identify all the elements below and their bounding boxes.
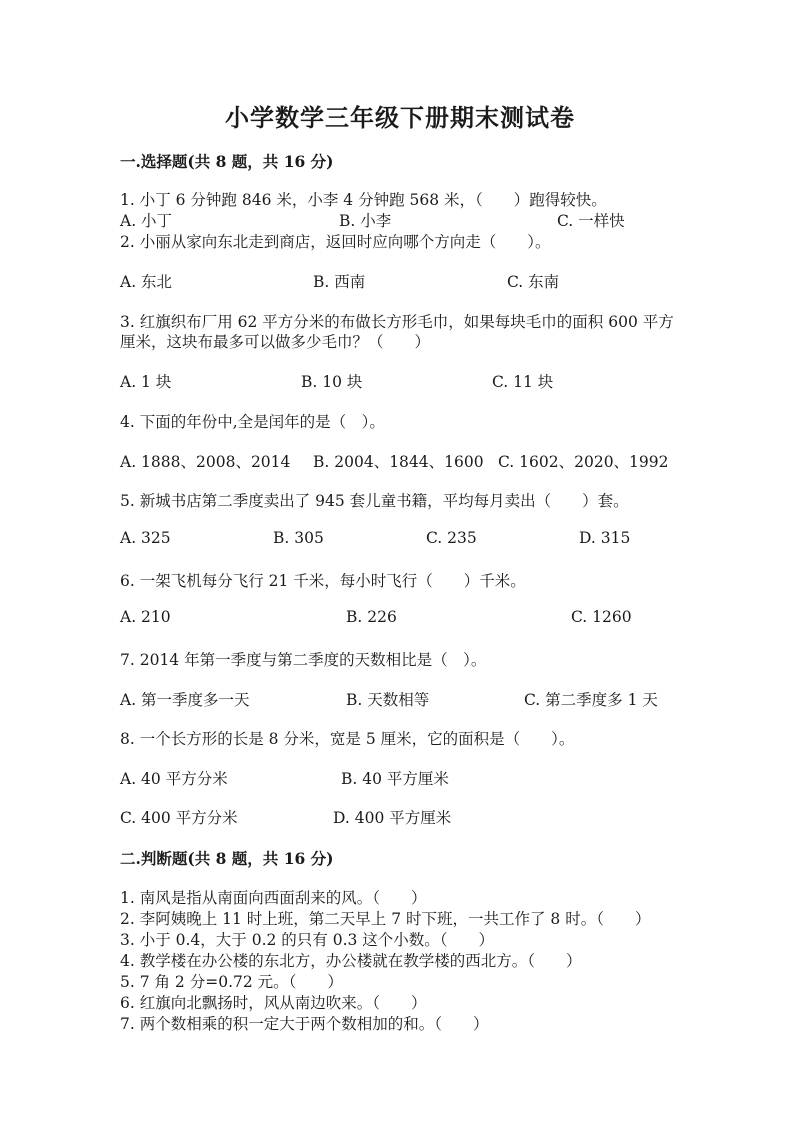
question-6-option-a: A. 210 (120, 608, 171, 626)
judgment-item-6: 6. 红旗向北飘扬时，风从南边吹来。（ ） (120, 994, 427, 1012)
question-5-stem: 5. 新城书店第二季度卖出了 945 套儿童书籍，平均每月卖出（ ）套。 (120, 492, 629, 510)
question-2-stem: 2. 小丽从家向东北走到商店，返回时应向哪个方向走（ ）。 (120, 233, 551, 251)
question-5-option-a: A. 325 (120, 529, 171, 547)
question-8-option-b: B. 40 平方厘米 (341, 770, 449, 788)
question-1-option-a: A. 小丁 (120, 212, 173, 230)
section-heading-judgment: 二.判断题(共 8 题，共 16 分) (120, 849, 334, 868)
judgment-item-3: 3. 小于 0.4，大于 0.2 的只有 0.3 这个小数。（ ） (120, 931, 495, 949)
judgment-item-4: 4. 教学楼在办公楼的东北方，办公楼就在教学楼的西北方。（ ） (120, 952, 582, 970)
judgment-item-5: 5. 7 角 2 分=0.72 元。（ ） (120, 973, 343, 991)
question-7-stem: 7. 2014 年第一季度与第二季度的天数相比是（ ）。 (120, 651, 487, 669)
question-8-option-a: A. 40 平方分米 (120, 770, 228, 788)
question-3-option-c: C. 11 块 (492, 373, 554, 391)
question-4-option-b: B. 2004、1844、1600 (313, 453, 484, 471)
question-3-option-a: A. 1 块 (120, 373, 172, 391)
question-1-option-b: B. 小李 (339, 212, 392, 230)
question-6-stem: 6. 一架飞机每分飞行 21 千米，每小时飞行（ ）千米。 (120, 572, 526, 590)
question-3-option-b: B. 10 块 (301, 373, 363, 391)
question-6-option-b: B. 226 (346, 608, 397, 626)
question-8-stem: 8. 一个长方形的长是 8 分米，宽是 5 厘米，它的面积是（ ）。 (120, 730, 575, 748)
question-8-option-d: D. 400 平方厘米 (333, 809, 452, 827)
question-8-option-c: C. 400 平方分米 (120, 809, 238, 827)
question-3-stem-line-1: 3. 红旗织布厂用 62 平方分米的布做长方形毛巾，如果每块毛巾的面积 600 平方 (120, 313, 674, 331)
question-6-option-c: C. 1260 (571, 608, 632, 626)
question-1-stem: 1. 小丁 6 分钟跑 846 米，小李 4 分钟跑 568 米，（ ）跑得较快。 (120, 191, 607, 209)
question-7-option-a: A. 第一季度多一天 (120, 691, 250, 709)
question-4-stem: 4. 下面的年份中,全是闰年的是（ ）。 (120, 413, 385, 431)
question-1-option-c: C. 一样快 (557, 212, 625, 230)
question-7-option-c: C. 第二季度多 1 天 (524, 691, 658, 709)
judgment-item-1: 1. 南风是指从南面向西面刮来的风。（ ） (120, 889, 427, 907)
section-heading-choice: 一.选择题(共 8 题，共 16 分) (120, 152, 334, 171)
question-5-option-c: C. 235 (426, 529, 477, 547)
question-5-option-d: D. 315 (579, 529, 631, 547)
question-4-option-a: A. 1888、2008、2014 (120, 453, 291, 471)
judgment-item-2: 2. 李阿姨晚上 11 时上班，第二天早上 7 时下班，一共工作了 8 时。（ ） (120, 910, 651, 928)
page-title: 小学数学三年级下册期末测试卷 (225, 103, 575, 132)
question-7-option-b: B. 天数相等 (346, 691, 430, 709)
question-2-option-c: C. 东南 (507, 273, 560, 291)
question-5-option-b: B. 305 (273, 529, 324, 547)
question-3-stem-line-2: 厘米，这块布最多可以做多少毛巾？（ ） (120, 333, 431, 351)
question-2-option-a: A. 东北 (120, 273, 173, 291)
judgment-item-7: 7. 两个数相乘的积一定大于两个数相加的和。（ ） (120, 1015, 489, 1033)
question-4-option-c: C. 1602、2020、1992 (498, 453, 669, 471)
question-2-option-b: B. 西南 (313, 273, 366, 291)
